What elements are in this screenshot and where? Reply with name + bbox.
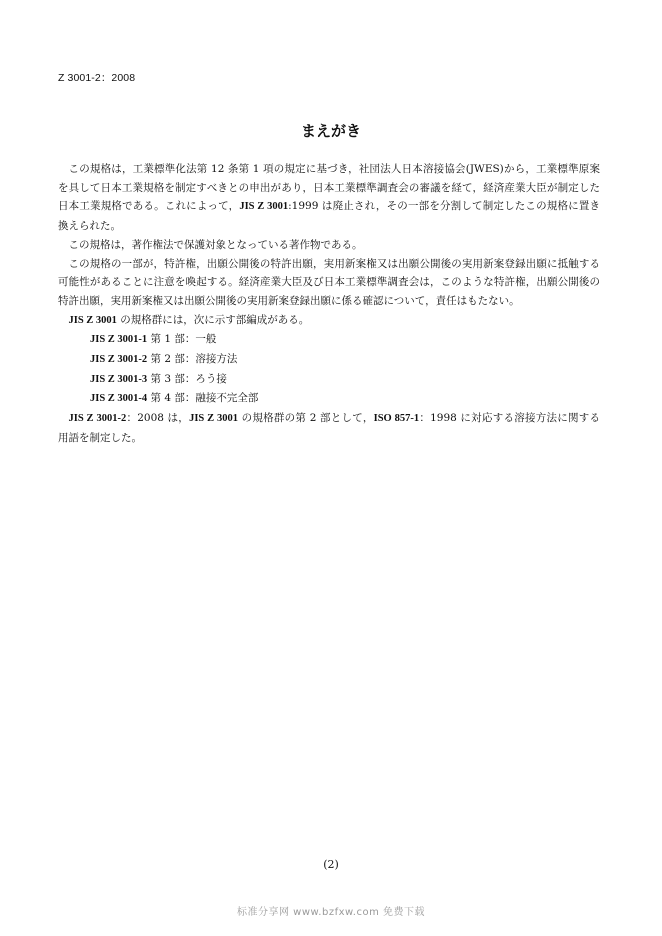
list-item xyxy=(58,370,600,390)
paragraph-text: ：2008 は， xyxy=(126,412,190,425)
page-number: (2) xyxy=(323,858,339,871)
standard-reference: ISO 857-1 xyxy=(373,413,420,425)
part-label: 第 1 部：一般 xyxy=(150,333,217,346)
standard-reference: JIS Z 3001 xyxy=(189,413,239,425)
part-code: JIS Z 3001-2 xyxy=(90,354,148,366)
standard-reference: JIS Z 3001-2 xyxy=(68,413,127,425)
standard-reference: JIS Z 3001 xyxy=(239,201,289,213)
part-label: 第 2 部：溶接方法 xyxy=(150,353,238,366)
document-code: Z 3001-2：2008 xyxy=(58,72,136,84)
watermark: 标准分享网 www.bzfxw.com 免费下载 xyxy=(237,907,425,918)
part-code: JIS Z 3001-1 xyxy=(90,334,148,346)
foreword-paragraph-2: この規格は，著作権法で保護対象となっている著作物である。 xyxy=(68,238,363,251)
parts-list xyxy=(58,330,600,409)
list-item xyxy=(58,389,600,409)
part-label: 第 4 部：融接不完全部 xyxy=(150,392,259,405)
foreword-paragraph-4 xyxy=(58,311,600,331)
foreword-paragraph-5 xyxy=(58,409,600,447)
page-title: まえがき xyxy=(300,122,361,140)
paragraph-text: :1999 は廃止され，その一部を分割して制定したこの規格に置き換えられた。 xyxy=(58,200,600,233)
paragraph-text: この規格は，工業標準化法第 12 条第 1 項の規定に基づき，社団法人日本溶接協会(JWES)から，工業標準原案を具して日本工業規格を制定すべきとの申出があり，日本工業標準調査会の審議を経て，経済産業大臣が制定した日本工業規格である。これによって， xyxy=(58,163,600,213)
part-code: JIS Z 3001-3 xyxy=(90,373,148,385)
list-item xyxy=(58,350,600,370)
paragraph-text: の規格群には，次に示す部編成がある。 xyxy=(116,313,310,326)
part-label: 第 3 部：ろう接 xyxy=(150,372,227,385)
paragraph-text: ：1998 に対応する溶接方法に関する用語を制定した。 xyxy=(58,412,601,444)
paragraph-text: の規格群の第 2 部として， xyxy=(238,412,374,425)
foreword-paragraph-3: この規格の一部が，特許権，出願公開後の特許出願，実用新案権又は出願公開後の実用新案登録出願に抵触する可能性があることに注意を喚起する。経済産業大臣及び日本工業標準調査会は，このような特許権，出願公開後の特許出願，実用新案権又は出願公開後の実用新案登録出願に係る確認について，責任はもたない。 xyxy=(58,257,600,307)
foreword-paragraph-1 xyxy=(58,160,600,236)
foreword-body xyxy=(58,160,600,448)
part-code: JIS Z 3001-4 xyxy=(90,393,148,405)
standard-reference: JIS Z 3001 xyxy=(68,314,117,326)
list-item xyxy=(58,330,600,350)
